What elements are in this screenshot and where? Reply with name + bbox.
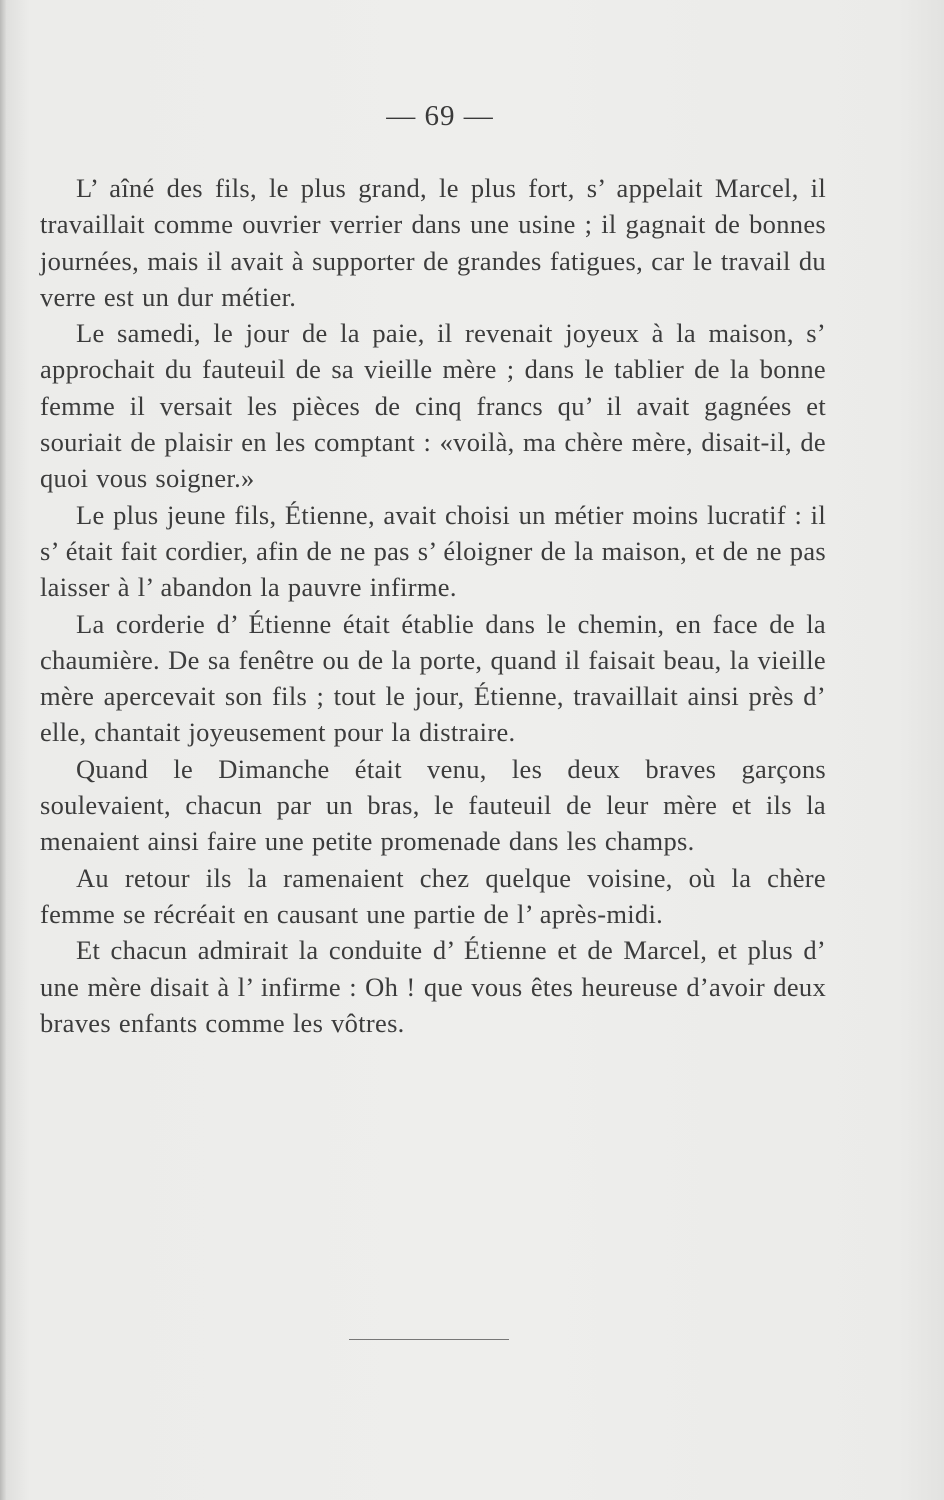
page-edge: [0, 0, 6, 1500]
paragraph-4: La corderie d’ Étienne était établie dans le chemin, en face de la chaumière. De sa fenêtre ou de la porte, quand il faisait beau, la vieille mère apercevait son fils ; tout le jour, Étienne, travaillait ainsi près d’ elle, chantait joyeusement pour la distraire.: [40, 608, 826, 748]
paragraph-3: Le plus jeune fils, Étienne, avait choisi un métier moins lucratif : il s’ était fait cordier, afin de ne pas s’ éloigner de la maison, et de ne pas laisser à l’ abandon la pauvre infirme.: [40, 499, 826, 603]
paragraph-6: Au retour ils la ramenaient chez quelque voisine, où la chère femme se récréait en causant une partie de l’ après-midi.: [40, 862, 826, 929]
section-divider: [349, 1339, 509, 1340]
paragraph-5: Quand le Dimanche était venu, les deux braves garçons soulevaient, chacun par un bras, le fauteuil de leur mère et ils la menaient ainsi faire une petite promenade dans les champs.: [40, 753, 826, 857]
paragraph-1: L’ aîné des fils, le plus grand, le plus fort, s’ appelait Marcel, il travaillait comme ouvrier verrier dans une usine ; il gagnait de bonnes journées, mais il avait à supporter de grandes fatigues, car le travail du verre est un dur métier.: [40, 173, 826, 312]
paragraph-7: Et chacun admirait la conduite d’ Étienne et de Marcel, et plus d’ une mère disait à l’ infirme : Oh ! que vous êtes heureuse d’avoir deux braves enfants comme les vôtres.: [40, 935, 826, 1038]
body-text: [40, 170, 826, 1041]
page-number: — 69 —: [386, 100, 494, 132]
paragraph-2: Le samedi, le jour de la paie, il revenait joyeux à la maison, s’ approchait du fauteuil de sa vieille mère ; dans le tablier de la bonne femme il versait les pièces de cinq francs qu’ il avait gagnées et souriait de plaisir en les comptant : «voilà, ma chère mère, disait-il, de quoi vous soigner.»: [40, 318, 826, 494]
